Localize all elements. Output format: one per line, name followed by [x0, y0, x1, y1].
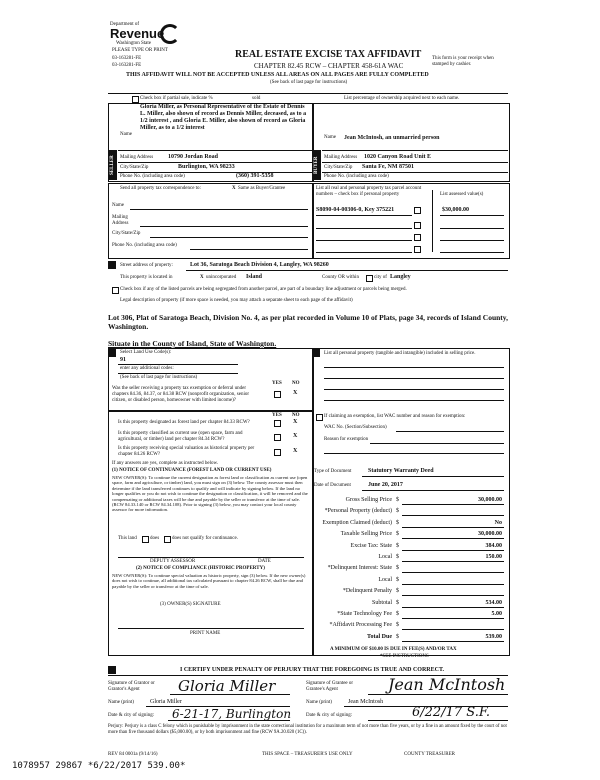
personal-property-checkbox-4[interactable]: [414, 246, 421, 253]
q4-no-mark: X: [293, 448, 298, 454]
tax-row-currency: $: [396, 611, 399, 617]
print-name-label: PRINT NAME: [190, 631, 221, 636]
revenue-logo-text: Revenue: [110, 26, 165, 41]
land-use-see-back: (See back of last page for instructions): [120, 375, 198, 380]
q3-yes-checkbox[interactable]: [274, 434, 281, 441]
yes-header-1: YES: [272, 381, 282, 386]
seller-mailing: 10790 Jordan Road: [168, 154, 219, 160]
personal-property-checkbox-2[interactable]: [414, 222, 421, 229]
tax-row-label: *State Technology Fee: [337, 611, 392, 617]
exemption-checkbox[interactable]: [316, 414, 323, 421]
grantee-date-city[interactable]: 6/22/17 S.F.: [412, 705, 490, 720]
land-use-label: Select Land Use Code(s):: [120, 350, 172, 355]
seller-mailing-label: Mailing Address: [120, 155, 154, 160]
doc-type-value: Statutory Warranty Deed: [368, 468, 434, 474]
tax-row-label: Local: [378, 576, 392, 583]
treasurer-use-note: THIS SPACE – TREASURER'S USE ONLY: [262, 752, 353, 757]
buyer-mailing: 1020 Canyon Road Unit E: [364, 154, 432, 160]
please-print-label: PLEASE TYPE OR PRINT: [112, 48, 168, 53]
tax-row-label: *Delinquent Interest: State: [327, 565, 392, 572]
owner-signature-label: (3) OWNER(S) SIGNATURE: [160, 602, 221, 607]
tax-row-amount: 534.00: [485, 599, 502, 606]
tax-row-label: *Personal Property (deduct): [324, 508, 392, 515]
q1-yes-checkbox[interactable]: [274, 391, 281, 398]
grantee-signature-label: Signature of Grantee or Grantee's Agent: [306, 681, 354, 692]
treasurer-stamp: 1078957 29867 *6/22/2017 539.00*: [12, 761, 186, 771]
q3-text: Is this property classified as current use (open space, farm and agricultural, or timber) land per chapter 84.34 RCW?: [118, 431, 243, 442]
see-instructions-note: *SEE INSTRUCTIONS: [380, 654, 429, 659]
tax-row-currency: $: [396, 508, 399, 515]
county-value: Island: [246, 274, 263, 280]
parcel-number: S8090-04-00306-0, Key 375221: [316, 207, 395, 213]
sold-label: sold: [252, 96, 261, 101]
correspondence-label: Send all property tax correspondence to:: [120, 186, 201, 191]
tax-row-amount: 384.00: [485, 542, 502, 549]
q4-yes-checkbox[interactable]: [274, 449, 281, 456]
land-use-code: 91: [120, 357, 126, 363]
tax-row-currency: $: [396, 588, 399, 595]
tax-row-amount: No: [494, 519, 502, 526]
tax-row-currency: $: [396, 497, 399, 503]
tax-row-currency: $: [396, 599, 399, 606]
seller-city-label: City/State/Zip: [120, 165, 149, 170]
q2-text: Is this property designated as forest land per chapter 84.33 RCW?: [118, 420, 250, 425]
grantor-name: Gloria Miller: [150, 699, 182, 705]
buyer-phone-label: Phone No. (including area code): [324, 174, 389, 179]
seller-name-label: Name: [120, 132, 132, 137]
no-header-2: NO: [292, 413, 300, 418]
county-treasurer-label: COUNTY TREASURER: [404, 752, 455, 757]
yes-header-2: YES: [272, 413, 282, 418]
tax-row-amount: 5.00: [491, 611, 502, 617]
legal-description: Lot 306, Plat of Saratoga Beach, Division No. 4, as per plat recorded in Volume 10 of Plats, page 34, records of Island County, Washington.: [108, 313, 509, 331]
grantee-signature[interactable]: Jean McIntosh: [388, 675, 506, 694]
grantee-name: Jean McIntosh: [348, 699, 384, 705]
doc-date-label: Date of Document: [314, 483, 351, 488]
doc-date-value: June 20, 2017: [368, 482, 403, 488]
grantor-name-label: Name (print): [108, 700, 134, 705]
city-of-label: city of: [374, 275, 387, 280]
tax-row-currency: $: [396, 576, 399, 583]
tax-row-label: *Affidavit Processing Fee: [329, 622, 392, 629]
does-checkbox[interactable]: [142, 536, 149, 543]
rev-number: REV 84 0001a (9/14/16): [108, 752, 158, 757]
unincorporated-label: unincorporated: [206, 275, 237, 280]
perjury-notice: Perjury: Perjury is a class C felony which is punishable by imprisonment in the state correctional institution for a maximum term of not more than five years, or by a fine in an amount fixed by the court of not more than five thousand dollars ($5,000.00), or by both imprisonment and fine (RCW 9A.20.020 (1C)).: [108, 724, 507, 735]
exemption-claim-label: If claiming an exemption, list WAC number and reason for exemption:: [324, 414, 466, 419]
tax-row-currency: $: [396, 622, 399, 629]
tax-row-label: Gross Selling Price: [345, 497, 392, 503]
form-code-2: 03-163281-FE: [112, 63, 142, 68]
tax-row-currency: $: [396, 565, 399, 572]
seller-city: Burlington, WA 98233: [178, 164, 235, 170]
segregated-checkbox[interactable]: [112, 287, 119, 294]
minimum-due-note: A MINIMUM OF $10.00 IS DUE IN FEE(S) AND/OR TAX: [330, 647, 457, 652]
washington-state-label: Washington State: [116, 41, 152, 46]
seller-side-label: SELLER GRANTOR: [109, 150, 117, 180]
personal-property-label: List all personal property (tangible and intangible) included in selling price.: [324, 351, 476, 356]
tax-row-amount: 30,000.00: [478, 531, 502, 538]
grantor-signature[interactable]: Gloria Miller: [178, 677, 276, 695]
q1-text: Was the seller receiving a property tax exemption or deferral under chapters 84.36, 84.37, or 84.38 RCW (nonprofit organization, senior citizen, or disabled person, homeowner with limited income)?: [112, 386, 250, 403]
tax-row-amount: 539.00: [485, 633, 502, 640]
q1-no-mark: X: [293, 390, 298, 396]
street-address-label: Street address of property:: [120, 263, 173, 268]
answers-note: If any answers are yes, complete as instructed below.: [112, 461, 219, 466]
seller-phone: (360) 391-5358: [236, 173, 274, 179]
parcels-header: List all real and personal property tax parcel account numbers – check box if personal property: [316, 186, 422, 197]
q4-text: Is this property receiving special valuation as historical property per chapter 84.26 RCW?: [118, 446, 255, 457]
notice2-body: NEW OWNER(S): To continue special valuation as historic property, sign (3) below. If the new owner(s) does not wish to continue, all additional tax calculated pursuant to chapter 84.26 RCW, shall be due and payable by the seller or transferor at the time of sale.: [112, 573, 306, 589]
reason-label: Reason for exemption: [324, 437, 369, 442]
grantor-date-label: Date & city of signing:: [108, 713, 155, 718]
certify-statement: I CERTIFY UNDER PENALTY OF PERJURY THAT THE FOREGOING IS TRUE AND CORRECT.: [180, 667, 445, 673]
form-code-1: 03-163281-FE: [112, 56, 142, 61]
buyer-city-label: City/State/Zip: [324, 165, 353, 170]
personal-property-checkbox-1[interactable]: [414, 207, 421, 214]
no-header-1: NO: [292, 381, 300, 386]
tax-row-currency: $: [396, 633, 399, 640]
buyer-name: Jean McIntosh, an unmarried person: [344, 135, 440, 141]
buyer-city: Santa Fe, NM 87501: [362, 164, 414, 170]
city-of-checkbox[interactable]: [366, 275, 373, 282]
q2-yes-checkbox[interactable]: [274, 420, 281, 427]
ownership-note: List percentage of ownership acquired next to each name.: [344, 96, 460, 101]
partial-sale-label: Check box if partial sale, indicate %: [140, 96, 213, 101]
assessed-value: $30,000.00: [442, 207, 469, 213]
grantor-date-city[interactable]: 6-21-17, Burlington: [172, 707, 292, 721]
legal-desc-label: Legal description of property (if more space is needed, you may attach a separate sheet to each page of the affidavit): [120, 298, 353, 303]
deputy-assessor-label: DEPUTY ASSESSOR: [150, 559, 196, 564]
does-not-checkbox[interactable]: [164, 536, 171, 543]
land-does-label: This land: [118, 536, 137, 541]
city-value: Langley: [390, 274, 411, 280]
tax-row-label: Local: [378, 554, 392, 560]
street-address: Lot 36, Saratoga Beach Division 4, Langley, WA 98260: [190, 262, 329, 268]
tax-row-label: Excise Tax: State: [350, 542, 392, 549]
notice1-body: NEW OWNER(S): To continue the current designation as forest land or classification as current use (open space, farm and agriculture, or timber) land, you must sign on (3) below. The county assessor must then determine if the land transferred continues to qualify and will indicate by signing below. If the land no longer qualifies or you do not wish to continue the designation or classification, it will be removed and the compensating or additional taxes will be due and payable by the seller or transferor at the time of sale. (RCW 84.33.140 or RCW 84.34.108). Prior to signing (3) below, you may contact your local county assessor for more information.: [112, 475, 308, 513]
corr-phone-label: Phone No. (including area code): [112, 243, 177, 248]
grantee-name-label: Name (print): [306, 700, 332, 705]
tax-row-label: *Delinquent Penalty: [342, 588, 392, 595]
form-title: REAL ESTATE EXCISE TAX AFFIDAVIT: [235, 49, 422, 60]
personal-property-checkbox-3[interactable]: [414, 234, 421, 241]
partial-sale-checkbox[interactable]: [132, 96, 139, 103]
tax-row-currency: $: [396, 519, 399, 526]
tax-row-label: Subtotal: [371, 599, 392, 606]
form-subtitle: CHAPTER 82.45 RCW – CHAPTER 458-61A WAC: [254, 62, 404, 70]
doc-type-label: Type of Document: [314, 469, 352, 474]
tax-row-label: Taxable Selling Price: [340, 531, 392, 538]
tax-row-currency: $: [396, 542, 399, 549]
situate-line: Situate in the County of Island, State of Washington.: [108, 339, 277, 348]
corr-name-label: Name: [112, 203, 124, 208]
additional-codes-label: enter any additional codes:: [120, 366, 174, 371]
wac-label: WAC No. (Section/Subsection): [324, 425, 387, 430]
assessed-header: List assessed value(s): [440, 192, 484, 197]
seller-name: Gloria Miller, as Personal Representative of the Estate of Dennis L. Miller, also shown of record as Dennis Miller, deceased, as to a 1/2 interest , and Gloria E. Miller, also shown of record as Gloria Miller, as to a 1/2 interest: [140, 104, 307, 131]
seller-phone-label: Phone No. (including area code): [120, 174, 185, 179]
buyer-side-label: BUYER GRANTEE: [313, 150, 321, 180]
located-in-label: This property is located in: [120, 275, 173, 280]
corr-mailing-label: Mailing Address: [112, 215, 129, 226]
dept-of-label: Department of: [110, 22, 140, 27]
deputy-date-label: DATE: [258, 559, 271, 564]
does-not-label: does not qualify for continuance.: [172, 536, 238, 541]
q3-no-mark: X: [293, 433, 298, 439]
county-label: County OR within: [322, 275, 359, 280]
notice2-title: (2) NOTICE OF COMPLIANCE (HISTORIC PROPERTY): [136, 566, 265, 571]
does-label: does: [150, 536, 160, 541]
tax-row-amount: 150.00: [485, 554, 502, 560]
revenue-logo-icon: [160, 24, 180, 44]
same-as-buyer-label: Same as Buyer/Grantee: [238, 186, 286, 191]
segregated-label: Check box if any of the listed parcels are being segregated from another parcel, are part of a boundary line adjustment or parcels being merged.: [120, 287, 407, 292]
tax-row-amount: 30,000.00: [478, 497, 502, 503]
q2-no-mark: X: [293, 419, 298, 425]
grantee-date-label: Date & city of signing:: [306, 713, 353, 718]
see-back-note: (See back of last page for instructions): [270, 80, 348, 85]
form-warning: THIS AFFIDAVIT WILL NOT BE ACCEPTED UNLESS ALL AREAS ON ALL PAGES ARE FULLY COMPLETED: [126, 72, 429, 78]
tax-row-label: Total Due: [367, 633, 392, 640]
buyer-mailing-label: Mailing Address: [324, 155, 358, 160]
grantor-signature-label: Signature of Grantor or Grantor's Agent: [108, 681, 155, 692]
tax-row-currency: $: [396, 531, 399, 538]
receipt-note: This form is your receipt when stamped by cashier.: [432, 56, 494, 67]
tax-row-label: Exemption Claimed (deduct): [322, 519, 392, 526]
buyer-name-label: Name: [324, 135, 336, 140]
corr-city-label: City/State/Zip: [112, 231, 141, 236]
tax-row-currency: $: [396, 554, 399, 560]
notice1-title: (1) NOTICE OF CONTINUANCE (FOREST LAND OR CURRENT USE): [112, 468, 272, 473]
